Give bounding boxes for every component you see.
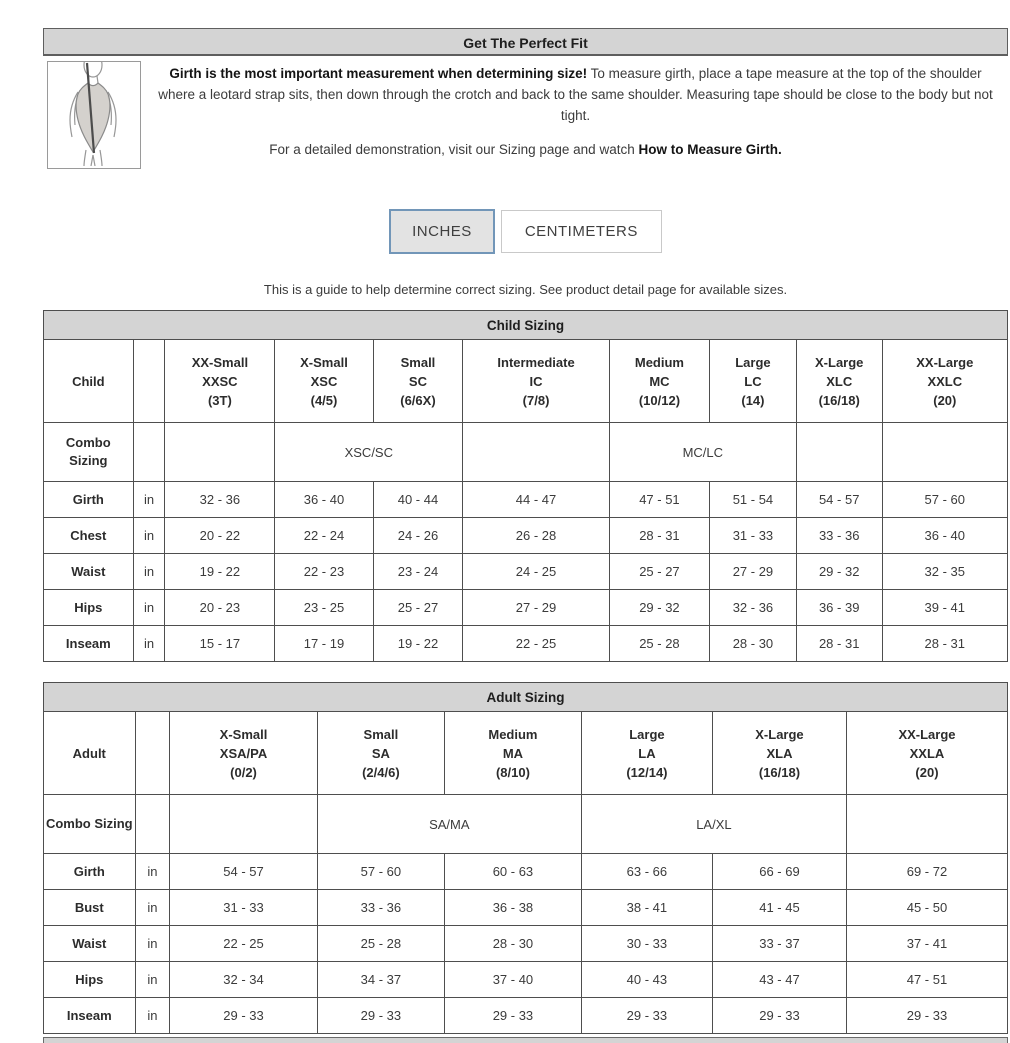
child-size-column-header: X-Large XLC (16/18) <box>796 340 882 423</box>
adult-range-cell: 29 - 33 <box>712 998 846 1034</box>
child-measure-row <box>44 554 1008 590</box>
child-range-cell: 27 - 29 <box>710 554 797 590</box>
adult-combo-span: SA/MA <box>317 795 581 854</box>
adult-range-cell: 63 - 66 <box>581 854 712 890</box>
child-unit-cell: in <box>133 518 165 554</box>
child-range-cell: 23 - 24 <box>373 554 463 590</box>
child-unit-cell: in <box>133 482 165 518</box>
child-range-cell: 23 - 25 <box>275 590 373 626</box>
adult-range-cell: 31 - 33 <box>170 890 317 926</box>
child-combo-span <box>463 423 610 482</box>
child-size-column-header: XX-Small XXSC (3T) <box>165 340 275 423</box>
child-range-cell: 39 - 41 <box>882 590 1007 626</box>
adult-range-cell: 40 - 43 <box>581 962 712 998</box>
child-range-cell: 29 - 32 <box>796 554 882 590</box>
child-range-cell: 44 - 47 <box>463 482 610 518</box>
child-size-column-header: X-Small XSC (4/5) <box>275 340 373 423</box>
child-range-cell: 31 - 33 <box>710 518 797 554</box>
adult-range-cell: 41 - 45 <box>712 890 846 926</box>
leotard-girth-illustration <box>47 61 141 169</box>
child-range-cell: 28 - 31 <box>609 518 709 554</box>
child-range-cell: 54 - 57 <box>796 482 882 518</box>
adult-unit-cell: in <box>135 926 170 962</box>
child-range-cell: 51 - 54 <box>710 482 797 518</box>
child-range-cell: 15 - 17 <box>165 626 275 662</box>
adult-range-cell: 47 - 51 <box>846 962 1007 998</box>
child-range-cell: 32 - 35 <box>882 554 1007 590</box>
adult-measure-row <box>44 926 1008 962</box>
demo-instruction-bold: How to Measure Girth. <box>638 142 782 157</box>
adult-corner-label: Adult <box>44 712 136 795</box>
adult-measure-row-label: Girth <box>44 854 136 890</box>
adult-measure-row <box>44 998 1008 1034</box>
child-combo-span <box>882 423 1007 482</box>
leotard-figure-icon <box>48 62 138 166</box>
child-unit-header <box>133 340 165 423</box>
girth-description-body: To measure girth, place a tape measure at the top of the shoulder where a leotard strap sits, then down through the crotch and back to the same shoulder. Measuring tape should be close to the body but not tight. <box>158 66 993 123</box>
intro-section <box>43 59 1008 171</box>
adult-range-cell: 25 - 28 <box>317 926 444 962</box>
child-range-cell: 47 - 51 <box>609 482 709 518</box>
adult-range-cell: 33 - 37 <box>712 926 846 962</box>
adult-measure-row <box>44 890 1008 926</box>
adult-range-cell: 43 - 47 <box>712 962 846 998</box>
child-range-cell: 24 - 26 <box>373 518 463 554</box>
adult-unit-header <box>135 712 170 795</box>
adult-combo-span <box>846 795 1007 854</box>
adult-measure-row-label: Waist <box>44 926 136 962</box>
adult-unit-cell: in <box>135 890 170 926</box>
guide-note: This is a guide to help determine correct sizing. See product detail page for available sizes. <box>263 282 788 297</box>
child-range-cell: 36 - 40 <box>275 482 373 518</box>
child-range-cell: 19 - 22 <box>165 554 275 590</box>
child-range-cell: 40 - 44 <box>373 482 463 518</box>
adult-combo-unit-cell <box>135 795 170 854</box>
adult-size-column-header: Medium MA (8/10) <box>445 712 582 795</box>
child-range-cell: 22 - 25 <box>463 626 610 662</box>
adult-unit-cell: in <box>135 962 170 998</box>
adult-measure-row <box>44 962 1008 998</box>
child-range-cell: 25 - 28 <box>609 626 709 662</box>
child-measure-row-label: Girth <box>44 482 134 518</box>
adult-combo-span: LA/XL <box>581 795 846 854</box>
child-measure-row-label: Hips <box>44 590 134 626</box>
child-range-cell: 32 - 36 <box>165 482 275 518</box>
child-range-cell: 28 - 31 <box>882 626 1007 662</box>
next-section-bar <box>43 1037 1008 1043</box>
child-combo-span <box>165 423 275 482</box>
adult-range-cell: 29 - 33 <box>317 998 444 1034</box>
child-unit-cell: in <box>133 590 165 626</box>
child-range-cell: 28 - 31 <box>796 626 882 662</box>
child-measure-row <box>44 482 1008 518</box>
child-sizing-table-mount <box>43 310 1008 662</box>
child-sizing-table <box>43 310 1008 662</box>
adult-range-cell: 28 - 30 <box>445 926 582 962</box>
child-measure-row <box>44 518 1008 554</box>
child-range-cell: 36 - 39 <box>796 590 882 626</box>
adult-combo-span <box>170 795 317 854</box>
adult-range-cell: 33 - 36 <box>317 890 444 926</box>
child-range-cell: 26 - 28 <box>463 518 610 554</box>
child-range-cell: 32 - 36 <box>710 590 797 626</box>
adult-range-cell: 37 - 40 <box>445 962 582 998</box>
adult-range-cell: 54 - 57 <box>170 854 317 890</box>
adult-range-cell: 29 - 33 <box>846 998 1007 1034</box>
adult-table-title: Adult Sizing <box>44 683 1008 712</box>
adult-range-cell: 69 - 72 <box>846 854 1007 890</box>
child-range-cell: 36 - 40 <box>882 518 1007 554</box>
child-range-cell: 25 - 27 <box>609 554 709 590</box>
child-combo-span: XSC/SC <box>275 423 463 482</box>
adult-sizing-table-mount <box>43 682 1008 1034</box>
adult-size-column-header: XX-Large XXLA (20) <box>846 712 1007 795</box>
adult-range-cell: 37 - 41 <box>846 926 1007 962</box>
child-combo-unit-cell <box>133 423 165 482</box>
adult-range-cell: 38 - 41 <box>581 890 712 926</box>
adult-unit-cell: in <box>135 854 170 890</box>
adult-range-cell: 34 - 37 <box>317 962 444 998</box>
child-range-cell: 20 - 23 <box>165 590 275 626</box>
child-size-column-header: XX-Large XXLC (20) <box>882 340 1007 423</box>
child-range-cell: 22 - 23 <box>275 554 373 590</box>
adult-sizing-table <box>43 682 1008 1034</box>
adult-range-cell: 29 - 33 <box>445 998 582 1034</box>
child-range-cell: 29 - 32 <box>609 590 709 626</box>
child-measure-row <box>44 626 1008 662</box>
adult-measure-row <box>44 854 1008 890</box>
adult-measure-row-label: Inseam <box>44 998 136 1034</box>
adult-range-cell: 57 - 60 <box>317 854 444 890</box>
adult-range-cell: 29 - 33 <box>581 998 712 1034</box>
child-size-column-header: Intermediate IC (7/8) <box>463 340 610 423</box>
child-corner-label: Child <box>44 340 134 423</box>
child-range-cell: 27 - 29 <box>463 590 610 626</box>
child-range-cell: 17 - 19 <box>275 626 373 662</box>
child-measure-row-label: Inseam <box>44 626 134 662</box>
adult-size-column-header: X-Small XSA/PA (0/2) <box>170 712 317 795</box>
child-range-cell: 33 - 36 <box>796 518 882 554</box>
adult-combo-sizing-label: Combo Sizing <box>44 795 136 854</box>
page-title: Get The Perfect Fit <box>43 28 1008 56</box>
child-combo-sizing-label: Combo Sizing <box>44 423 134 482</box>
adult-range-cell: 32 - 34 <box>170 962 317 998</box>
child-measure-row-label: Chest <box>44 518 134 554</box>
unit-toggle <box>43 209 1008 254</box>
child-unit-cell: in <box>133 626 165 662</box>
adult-size-column-header: Large LA (12/14) <box>581 712 712 795</box>
adult-unit-cell: in <box>135 998 170 1034</box>
child-unit-cell: in <box>133 554 165 590</box>
child-measure-row <box>44 590 1008 626</box>
demo-instruction-text: For a detailed demonstration, visit our Sizing page and watch <box>269 142 639 157</box>
centimeters-button[interactable]: CENTIMETERS <box>501 210 662 253</box>
child-size-column-header: Large LC (14) <box>710 340 797 423</box>
adult-size-column-header: X-Large XLA (16/18) <box>712 712 846 795</box>
size-guide-page <box>43 0 1008 1043</box>
child-range-cell: 20 - 22 <box>165 518 275 554</box>
adult-range-cell: 36 - 38 <box>445 890 582 926</box>
adult-range-cell: 66 - 69 <box>712 854 846 890</box>
adult-range-cell: 29 - 33 <box>170 998 317 1034</box>
child-range-cell: 28 - 30 <box>710 626 797 662</box>
child-combo-span <box>796 423 882 482</box>
child-size-column-header: Small SC (6/6X) <box>373 340 463 423</box>
child-size-column-header: Medium MC (10/12) <box>609 340 709 423</box>
girth-description <box>157 59 1008 126</box>
adult-measure-row-label: Bust <box>44 890 136 926</box>
child-range-cell: 24 - 25 <box>463 554 610 590</box>
child-range-cell: 22 - 24 <box>275 518 373 554</box>
child-table-title: Child Sizing <box>44 311 1008 340</box>
adult-range-cell: 22 - 25 <box>170 926 317 962</box>
child-combo-span: MC/LC <box>609 423 796 482</box>
inches-button[interactable]: INCHES <box>389 209 495 254</box>
child-range-cell: 19 - 22 <box>373 626 463 662</box>
adult-size-column-header: Small SA (2/4/6) <box>317 712 444 795</box>
demo-instruction <box>43 142 1008 157</box>
adult-range-cell: 45 - 50 <box>846 890 1007 926</box>
girth-description-lead: Girth is the most important measurement when determining size! <box>169 66 588 81</box>
child-measure-row-label: Waist <box>44 554 134 590</box>
adult-range-cell: 30 - 33 <box>581 926 712 962</box>
adult-range-cell: 60 - 63 <box>445 854 582 890</box>
child-range-cell: 25 - 27 <box>373 590 463 626</box>
adult-measure-row-label: Hips <box>44 962 136 998</box>
child-range-cell: 57 - 60 <box>882 482 1007 518</box>
